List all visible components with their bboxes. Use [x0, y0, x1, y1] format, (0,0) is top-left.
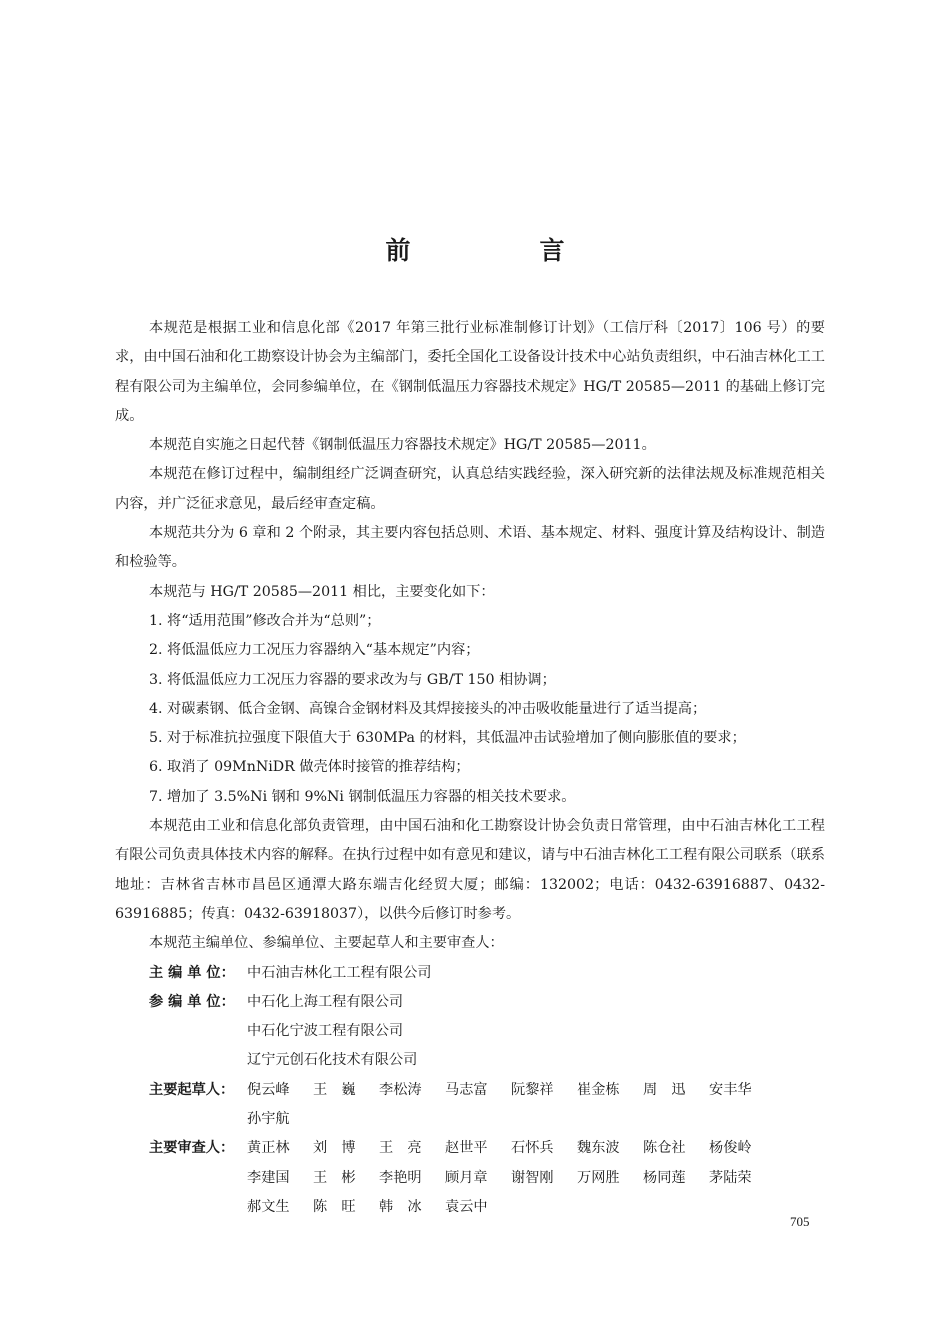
participating-unit-name: 辽宁元创石化技术有限公司	[247, 1052, 418, 1069]
drafter-name: 崔金栋	[577, 1081, 620, 1098]
drafter-name: 王 巍	[313, 1081, 356, 1098]
drafter-name: 安丰华	[709, 1081, 752, 1098]
reviewers-names	[247, 1134, 825, 1222]
drafter-name: 马志富	[445, 1081, 488, 1098]
drafter-name: 倪云峰	[247, 1081, 290, 1098]
reviewer-name: 王 亮	[379, 1140, 422, 1157]
reviewer-name: 刘 博	[313, 1140, 356, 1157]
change-item: 1. 将“适用范围”修改合并为“总则”；	[149, 612, 381, 629]
reviewer-name: 茅陆荣	[709, 1169, 752, 1186]
reviewer-name: 顾月章	[445, 1169, 488, 1186]
paragraph-revision-process: 本规范在修订过程中，编制组经广泛调查研究，认真总结实践经验，深入研究新的法律法规及标准规范相关内容，并广泛征求意见，最后经审查定稿。	[115, 466, 825, 512]
drafter-name: 孙宇航	[247, 1111, 290, 1128]
reviewer-name: 袁云中	[445, 1198, 488, 1215]
paragraph-changes-intro: 本规范与 HG/T 20585—2011 相比，主要变化如下：	[149, 583, 495, 600]
change-item: 6. 取消了 09MnNiDR 做壳体时接管的推荐结构；	[149, 759, 470, 776]
reviewer-name: 魏东波	[577, 1140, 620, 1157]
reviewer-name: 李建国	[247, 1169, 290, 1186]
reviewer-name: 杨俊岭	[709, 1140, 752, 1157]
paragraph-management: 本规范由工业和信息化部负责管理，由中国石油和化工勘察设计协会负责日常管理，由中石油吉林化工工程有限公司负责具体技术内容的解释。在执行过程中如有意见和建议，请与中石油吉林化工工程有限公司联系（联系地址：吉林省吉林市昌邑区通潭大路东端吉化经贸大厦；邮编：132002；电话：0432-63916887、0432-63916885；传真：0432-63918037），以供今后修订时参考。	[115, 818, 825, 922]
chief-unit-row	[149, 959, 825, 988]
drafters-label: 主要起草人：	[149, 1081, 235, 1098]
drafters-row	[149, 1076, 825, 1135]
reviewer-name: 黄正林	[247, 1140, 290, 1157]
participating-unit-name: 中石化宁波工程有限公司	[247, 1023, 404, 1040]
change-item: 3. 将低温低应力工况压力容器的要求改为与 GB/T 150 相协调；	[149, 671, 556, 688]
reviewers-row	[149, 1134, 825, 1222]
drafter-name: 周 迅	[643, 1081, 686, 1098]
change-item: 5. 对于标准抗拉强度下限值大于 630MPa 的材料，其低温冲击试验增加了侧向膨胀值的要求；	[149, 730, 746, 747]
paragraph-replacement: 本规范自实施之日起代替《钢制低温压力容器技术规定》HG/T 20585—2011。	[149, 437, 656, 454]
participating-units-row	[149, 988, 825, 1076]
change-item: 2. 将低温低应力工况压力容器纳入“基本规定”内容；	[149, 642, 480, 659]
paragraph-contents: 本规范共分为 6 章和 2 个附录，其主要内容包括总则、术语、基本规定、材料、强度计算及结构设计、制造和检验等。	[115, 525, 825, 571]
reviewer-name: 王 彬	[313, 1169, 356, 1186]
preface-body	[115, 314, 825, 1222]
reviewer-name: 郝文生	[247, 1198, 290, 1215]
change-item: 4. 对碳素钢、低合金钢、高镍合金钢材料及其焊接接头的冲击吸收能量进行了适当提高；	[149, 700, 707, 717]
reviewer-name: 赵世平	[445, 1140, 488, 1157]
chief-unit-name: 中石油吉林化工工程有限公司	[247, 964, 432, 981]
participating-units-label: 参 编 单 位：	[149, 993, 235, 1010]
drafter-name: 李松涛	[379, 1081, 422, 1098]
page-title: 前 言	[385, 236, 617, 265]
drafters-names	[247, 1076, 825, 1135]
drafter-name: 阮黎祥	[511, 1081, 554, 1098]
reviewer-name: 陈 旺	[313, 1198, 356, 1215]
participating-unit-name: 中石化上海工程有限公司	[247, 993, 404, 1010]
paragraph-origin: 本规范是根据工业和信息化部《2017 年第三批行业标准制修订计划》（工信厅科〔2017〕106 号）的要求，由中国石油和化工勘察设计协会为主编部门，委托全国化工设备设计技术中心站负责组织，中石油吉林化工工程有限公司为主编单位，会同参编单位，在《钢制低温压力容器技术规定》HG/T 20585—2011 的基础上修订完成。	[115, 320, 825, 424]
staff-list	[115, 959, 825, 1223]
reviewers-label: 主要审查人：	[149, 1140, 235, 1157]
change-item: 7. 增加了 3.5%Ni 钢和 9%Ni 钢制低温压力容器的相关技术要求。	[149, 788, 576, 805]
reviewer-name: 石怀兵	[511, 1140, 554, 1157]
reviewer-name: 谢智刚	[511, 1169, 554, 1186]
page-number: 705	[790, 1214, 810, 1229]
reviewer-name: 杨同莲	[643, 1169, 686, 1186]
chief-unit-label: 主 编 单 位：	[149, 964, 235, 981]
reviewer-name: 万网胜	[577, 1169, 620, 1186]
reviewer-name: 陈仓社	[643, 1140, 686, 1157]
reviewer-name: 李艳明	[379, 1169, 422, 1186]
reviewer-name: 韩 冰	[379, 1198, 422, 1215]
paragraph-staff-intro: 本规范主编单位、参编单位、主要起草人和主要审查人：	[149, 935, 504, 952]
